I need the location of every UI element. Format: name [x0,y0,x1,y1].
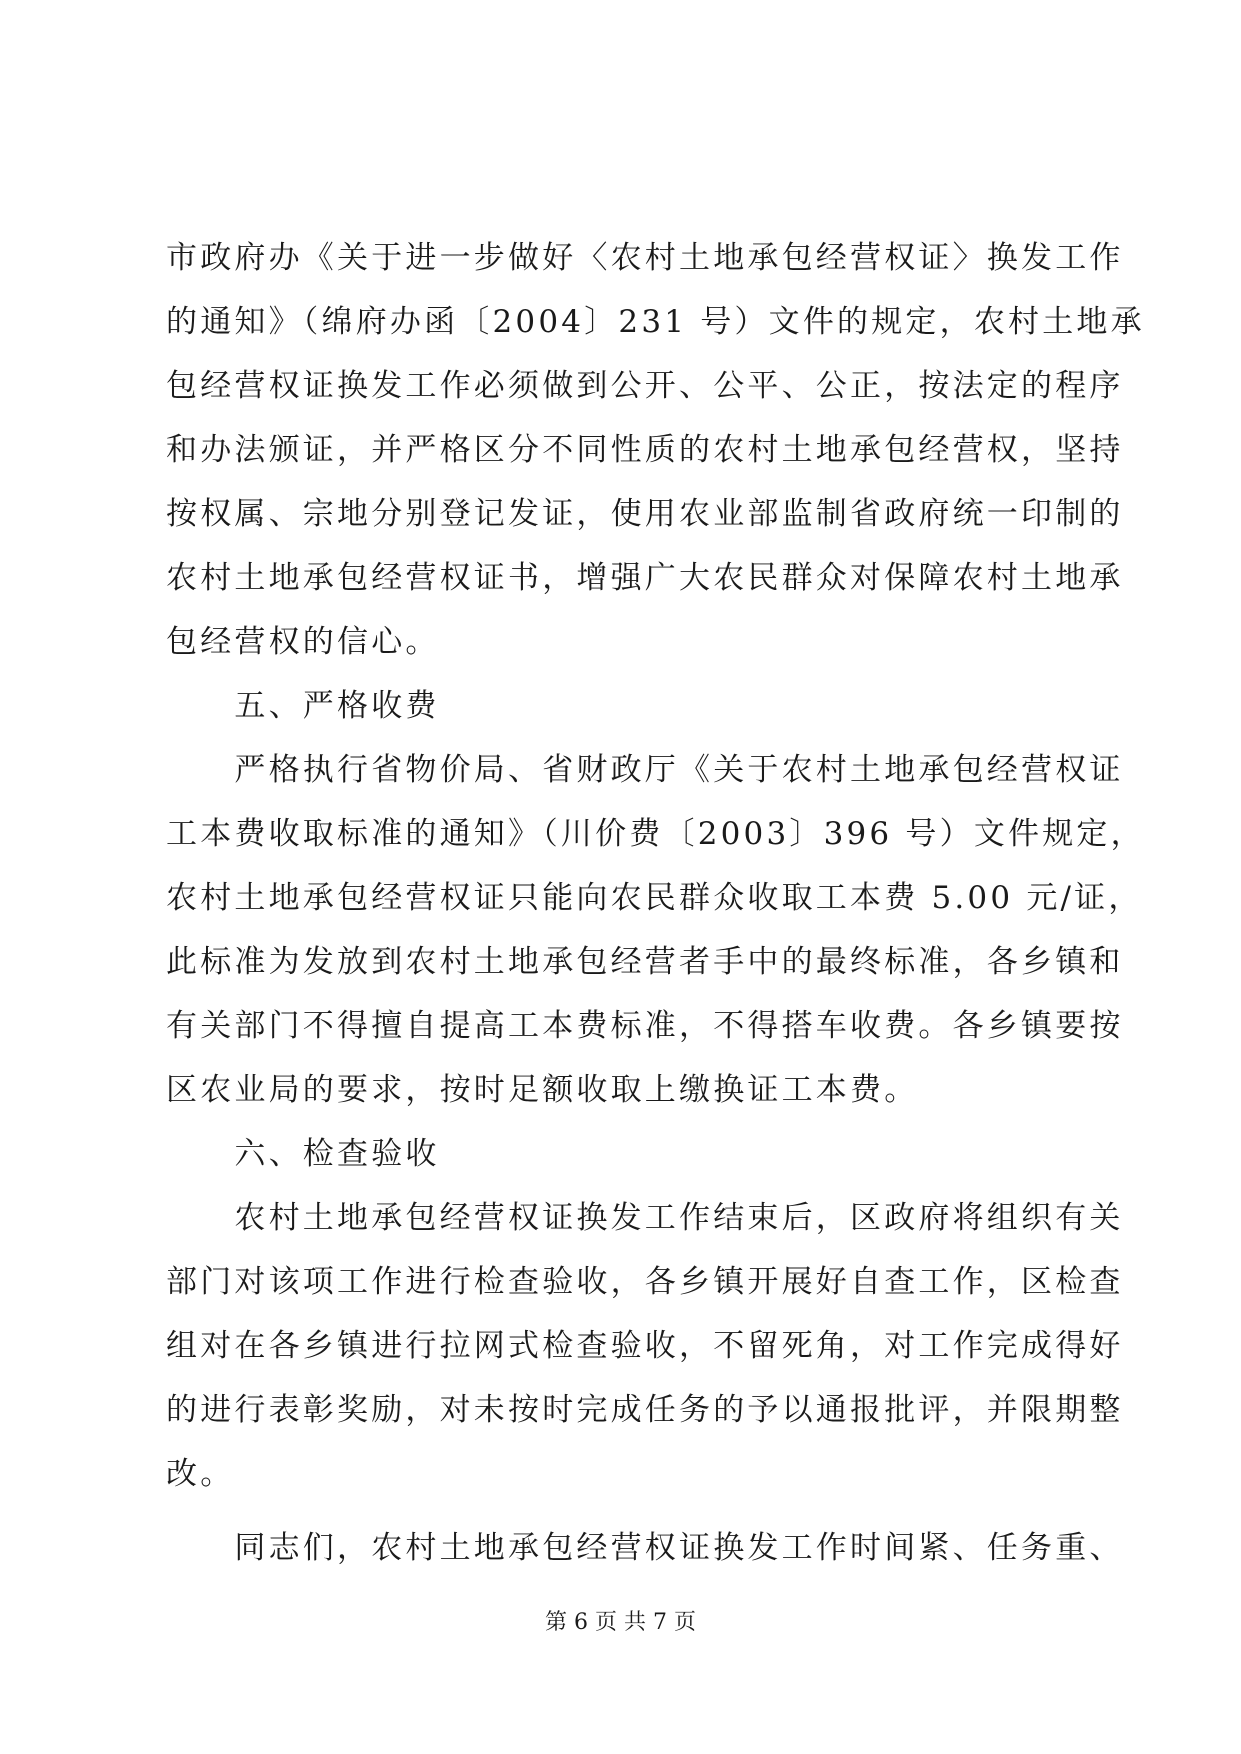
text-line: 区农业局的要求，按时足额收取上缴换证工本费。 [166,1072,919,1108]
text-line: 农村土地承包经营权证换发工作结束后，区政府将组织有关 [166,1200,1124,1236]
text-line: 的通知》（绵府办函〔2004〕231 号）文件的规定，农村土地承 [166,304,1145,340]
text-line: 按权属、宗地分别登记发证，使用农业部监制省政府统一印制的 [166,496,1124,532]
text-line: 农村土地承包经营权证只能向农民群众收取工本费 5.00 元/证， [166,880,1143,916]
text-line: 包经营权的信心。 [166,624,440,660]
paragraph-gap [166,1506,1086,1516]
text-line: 严格执行省物价局、省财政厅《关于农村土地承包经营权证 [166,752,1124,788]
section-heading: 六、检查验收 [166,1136,440,1172]
text-line: 的进行表彰奖励，对未按时完成任务的予以通报批评，并限期整 [166,1392,1124,1428]
text-line: 改。 [166,1456,235,1492]
text-line: 有关部门不得擅自提高工本费标准，不得搭车收费。各乡镇要按 [166,1008,1124,1044]
page-number-footer: 第 6 页 共 7 页 [545,1610,696,1635]
text-line: 同志们，农村土地承包经营权证换发工作时间紧、任务重、 [166,1530,1124,1566]
text-line: 农村土地承包经营权证书，增强广大农民群众对保障农村土地承 [166,560,1124,596]
text-line: 和办法颁证，并严格区分不同性质的农村土地承包经营权，坚持 [166,432,1124,468]
section-heading: 五、严格收费 [166,688,440,724]
text-line: 此标准为发放到农村土地承包经营者手中的最终标准，各乡镇和 [166,944,1124,980]
text-line: 组对在各乡镇进行拉网式检查验收，不留死角，对工作完成得好 [166,1328,1124,1364]
text-line: 工本费收取标准的通知》（川价费〔2003〕396 号）文件规定， [166,816,1145,852]
text-line: 市政府办《关于进一步做好〈农村土地承包经营权证〉换发工作 [166,240,1124,276]
text-line: 部门对该项工作进行检查验收，各乡镇开展好自查工作，区检查 [166,1264,1124,1300]
text-line: 包经营权证换发工作必须做到公开、公平、公正，按法定的程序 [166,368,1124,404]
body-text [166,226,1145,1580]
